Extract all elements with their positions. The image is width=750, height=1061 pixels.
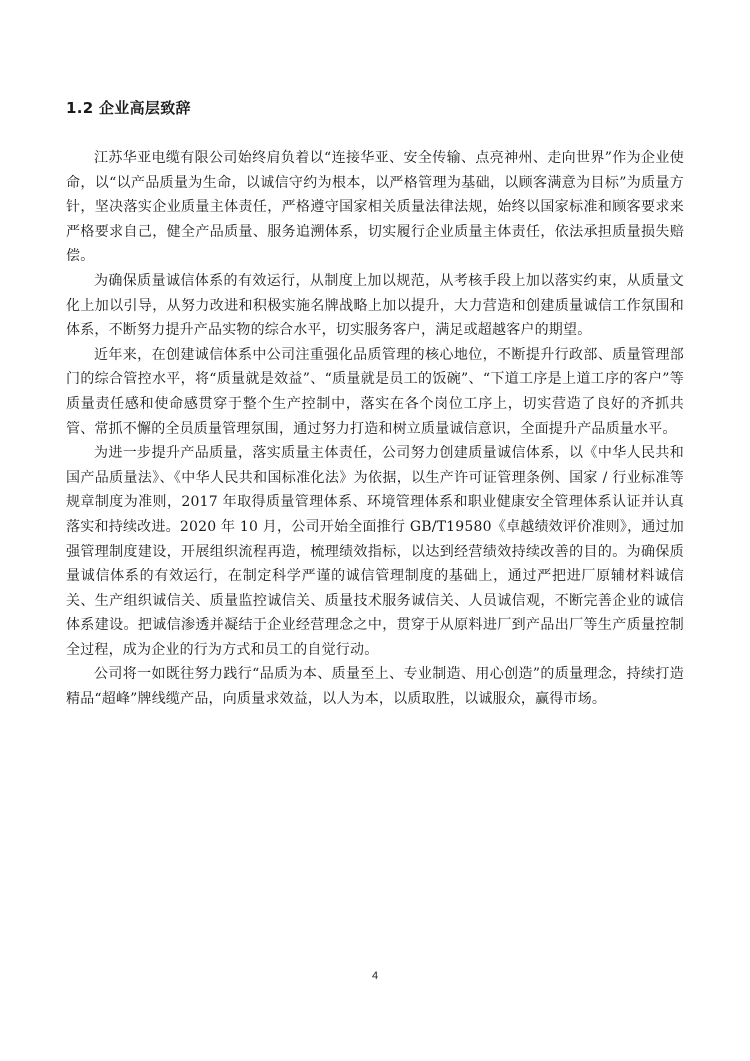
section-heading: 1.2 企业高层致辞 xyxy=(66,99,191,117)
page-number: 4 xyxy=(371,970,379,982)
paragraph: 近年来，在创建诚信体系中公司注重强化品质管理的核心地位，不断提升行政部、质量管理部门的综合管控水平，将“质量就是效益”、“质量就是员工的饭碗”、“下道工序是上道工序的客户”等质量责任感和使命感贯穿于整个生产控制中，落实在各个岗位工序上，切实营造了良好的齐抓共管、常抓不懈的全员质量管理氛围，通过努力打造和树立质量诚信意识，全面提升产品质量水平。 xyxy=(66,346,684,437)
paragraph: 为确保质量诚信体系的有效运行，从制度上加以规范，从考核手段上加以落实约束，从质量文化上加以引导，从努力改进和积极实施名牌战略上加以提升，大力营造和创建质量诚信工作氛围和体系，不断努力提升产品实物的综合水平，切实服务客户，满足或超越客户的期望。 xyxy=(66,272,684,339)
paragraph: 公司将一如既往努力践行“品质为本、质量至上、专业制造、用心创造”的质量理念，持续打造精品“超峰”牌线缆产品，向质量求效益，以人为本，以质取胜，以诚服众，赢得市场。 xyxy=(66,666,684,708)
paragraph: 江苏华亚电缆有限公司始终肩负着以“连接华亚、安全传输、点亮神州、走向世界”作为企业使命，以“以产品质量为生命，以诚信守约为根本，以严格管理为基础，以顾客满意为目标”为质量方针，坚决落实企业质量主体责任，严格遵守国家相关质量法律法规，始终以国家标准和顾客要求来严格要求自己，健全产品质量、服务追溯体系，切实履行企业质量主体责任，依法承担质量损失赔偿。 xyxy=(66,150,684,265)
body-text xyxy=(66,146,684,712)
paragraph: 为进一步提升产品质量，落实质量主体责任，公司努力创建质量诚信体系，以《中华人民共和国产品质量法》、《中华人民共和国标准化法》为依据，以生产许可证管理条例、国家 / 行业标准等规章制度为准则，2017 年取得质量管理体系、环境管理体系和职业健康安全管理体系认证并认真落实和持续改进。2020 年 10 月，公司开始全面推行 GB/T19580《卓越绩效评价准则》，通过加强管理制度建设，开展组织流程再造，梳理绩效指标，以达到经营绩效持续改善的目的。为确保质量诚信体系的有效运行，在制定科学严谨的诚信管理制度的基础上，通过严把进厂原辅材料诚信关、生产组织诚信关、质量监控诚信关、质量技术服务诚信关、人员诚信观，不断完善企业的诚信体系建设。把诚信渗透并凝结于企业经营理念之中，贯穿于从原料进厂到产品出厂等生产质量控制全过程，成为企业的行为方式和员工的自觉行动。 xyxy=(66,445,684,658)
